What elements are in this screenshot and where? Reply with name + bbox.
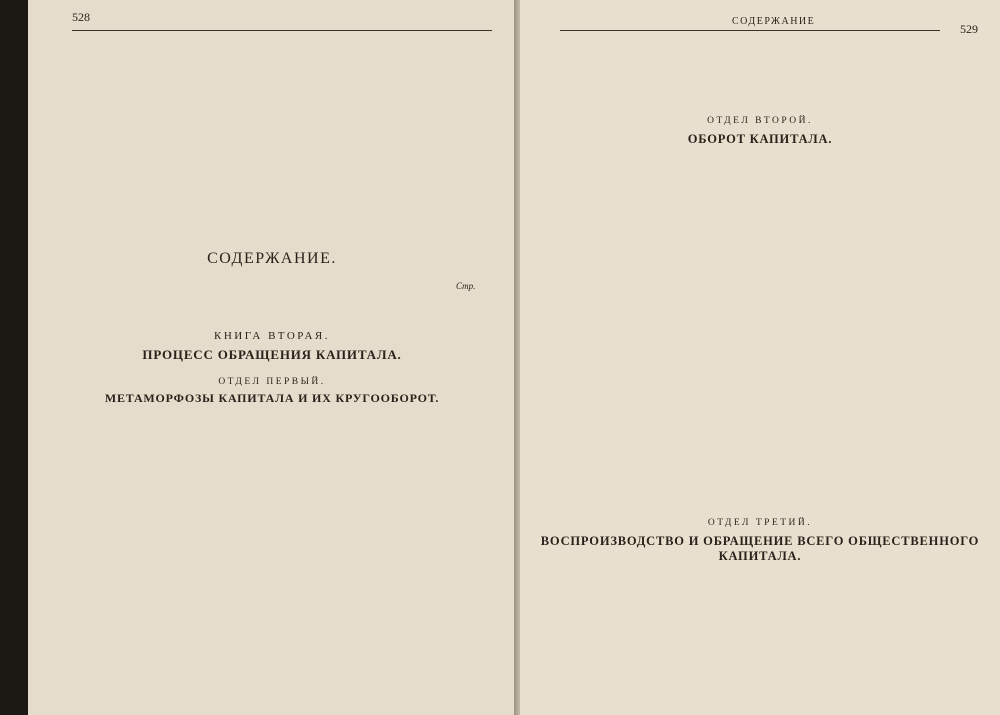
book-label: КНИГА ВТОРАЯ. <box>213 330 331 342</box>
header-rule-left <box>72 30 492 31</box>
contents-title: СОДЕРЖАНИЕ. <box>207 250 337 267</box>
section-three-title-line1: ВОСПРОИЗВОДСТВО И ОБРАЩЕНИЕ ВСЕГО ОБЩЕСТВЕННОГО <box>540 534 980 548</box>
section-two-label: ОТДЕЛ ВТОРОЙ. <box>707 116 813 126</box>
section-three-label: ОТДЕЛ ТРЕТИЙ. <box>707 518 813 528</box>
running-head: СОДЕРЖАНИЕ <box>732 16 816 27</box>
left-page <box>28 0 516 715</box>
section-one-label: ОТДЕЛ ПЕРВЫЙ. <box>218 377 326 387</box>
right-page <box>520 0 1000 715</box>
page-number-right: 529 <box>960 22 978 36</box>
page-abbr: Стр. <box>456 281 476 291</box>
book-title: ПРОЦЕСС ОБРАЩЕНИЯ КАПИТАЛА. <box>142 347 402 362</box>
section-two-title: ОБОРОТ КАПИТАЛА. <box>687 132 833 146</box>
section-three-title-line2: КАПИТАЛА. <box>718 549 802 563</box>
header-rule-right <box>560 30 940 31</box>
section-one-title: МЕТАМОРФОЗЫ КАПИТАЛА И ИХ КРУГООБОРОТ. <box>104 391 440 405</box>
page-number-left: 528 <box>72 10 90 24</box>
